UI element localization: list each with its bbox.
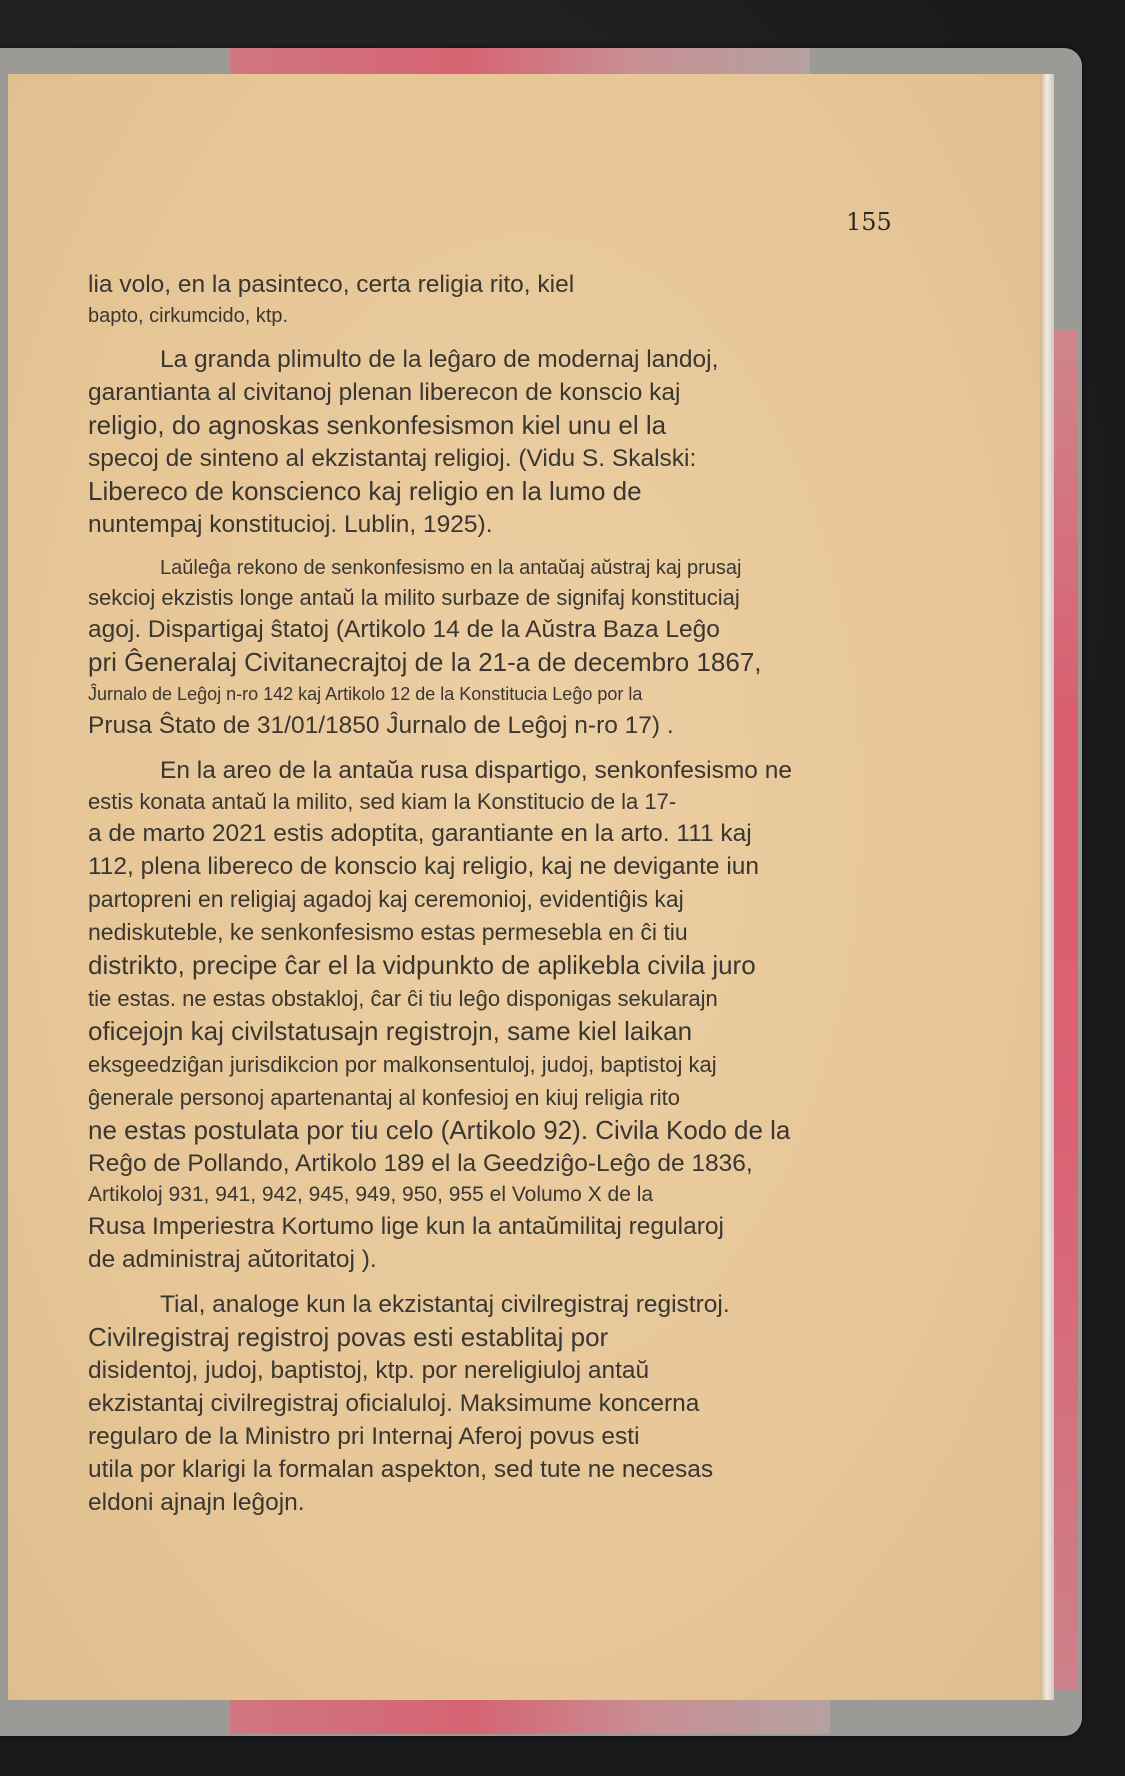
text-line: disidentoj, judoj, baptistoj, ktp. por nereligiuloj antaŭ — [88, 1357, 650, 1384]
text-line: de administraj aŭtoritatoj ). — [88, 1246, 377, 1273]
text-line: nuntempaj konstitucioj. Lublin, 1925). — [88, 511, 493, 538]
text-line: Laŭleĝa rekono de senkonfesismo en la antaŭaj aŭstraj kaj prusaj — [160, 557, 742, 579]
text-line: La granda plimulto de la leĝaro de modernaj landoj, — [160, 346, 719, 373]
text-line: Ĵurnalo de Leĝoj n-ro 142 kaj Artikolo 12 de la Konstitucia Leĝo por la — [88, 684, 643, 704]
text-line: garantianta al civitanoj plenan liberecon de konscio kaj — [88, 379, 681, 406]
text-line: 112, plena libereco de konscio kaj religio, kaj ne devigante iun — [88, 853, 760, 880]
text-line: ekzistantaj civilregistraj oficialuloj. Maksimume koncerna — [88, 1390, 700, 1417]
cover-marbling-top — [230, 48, 810, 74]
text-line: Prusa Ŝtato de 31/01/1850 Ĵurnalo de Leĝoj n-ro 17) . — [88, 712, 674, 739]
paragraph — [88, 1288, 888, 1519]
text-line: specoj de sinteno al ekzistantaj religioj. (Vidu S. Skalski: — [88, 445, 697, 472]
text-line: oficejojn kaj civilstatusajn registrojn, same kiel laikan — [88, 1016, 693, 1046]
text-line: distrikto, precipe ĉar el la vidpunkto de aplikebla civila juro — [88, 950, 756, 980]
text-line: Civilregistraj registroj povas esti establitaj por — [88, 1322, 609, 1352]
text-line: sekcioj ekzistis longe antaŭ la milito surbaze de signifaj konstituciaj — [88, 585, 740, 610]
paragraph — [88, 268, 888, 331]
text-line: En la areo de la antaŭa rusa dispartigo, senkonfesismo ne — [160, 757, 792, 784]
text-line: ĝenerale personoj apartenantaj al konfesioj en kiuj religia rito — [88, 1085, 680, 1110]
text-line: partopreni en religiaj agadoj kaj ceremonioj, evidentiĝis kaj — [88, 886, 684, 912]
text-line: nediskuteble, ke senkonfesismo estas permesebla en ĉi tiu — [88, 919, 688, 945]
text-line: tie estas. ne estas obstakloj, ĉar ĉi tiu leĝo disponigas sekularajn — [88, 986, 718, 1011]
cover-marbling-right — [1052, 330, 1078, 1690]
text-line: ne estas postulata por tiu celo (Artikolo 92). Civila Kodo de la — [88, 1115, 791, 1145]
text-line: utila por klarigi la formalan aspekton, sed tute ne necesas — [88, 1456, 714, 1483]
text-line: religio, do agnoskas senkonfesismon kiel unu el la — [88, 410, 667, 440]
text-line: regularo de la Ministro pri Internaj Aferoj povus esti — [88, 1423, 640, 1450]
text-line: Reĝo de Pollando, Artikolo 189 el la Geedziĝo-Leĝo de 1836, — [88, 1150, 753, 1177]
text-line: eksgeedziĝan jurisdikcion por malkonsentuloj, judoj, baptistoj kaj — [88, 1052, 717, 1077]
cover-marbling-bottom — [230, 1700, 830, 1734]
page-number: 155 — [846, 208, 892, 236]
paragraph — [88, 754, 888, 1276]
text-line: pri Ĝeneralaj Civitanecrajtoj de la 21-a de decembro 1867, — [88, 647, 762, 677]
text-line: Tial, analoge kun la ekzistantaj civilregistraj registroj. — [160, 1291, 730, 1318]
paragraph — [88, 343, 888, 541]
paragraph — [88, 553, 888, 742]
text-line: lia volo, en la pasinteco, certa religia rito, kiel — [88, 271, 575, 298]
page-edge — [1040, 74, 1054, 1700]
text-line: agoj. Dispartigaj ŝtatoj (Artikolo 14 de la Aŭstra Baza Leĝo — [88, 616, 720, 643]
text-line: Artikoloj 931, 941, 942, 945, 949, 950, 955 el Volumo X de la — [88, 1183, 654, 1206]
text-line: Rusa Imperiestra Kortumo lige kun la antaŭmilitaj regularoj — [88, 1213, 724, 1240]
page-text — [88, 268, 888, 1531]
text-line: estis konata antaŭ la milito, sed kiam la Konstitucio de la 17- — [88, 789, 677, 814]
text-line: bapto, cirkumcido, ktp. — [88, 305, 289, 327]
text-line: a de marto 2021 estis adoptita, garantiante en la arto. 111 kaj — [88, 820, 752, 847]
text-line: Libereco de konscienco kaj religio en la lumo de — [88, 476, 642, 506]
text-line: eldoni ajnajn leĝojn. — [88, 1489, 305, 1516]
